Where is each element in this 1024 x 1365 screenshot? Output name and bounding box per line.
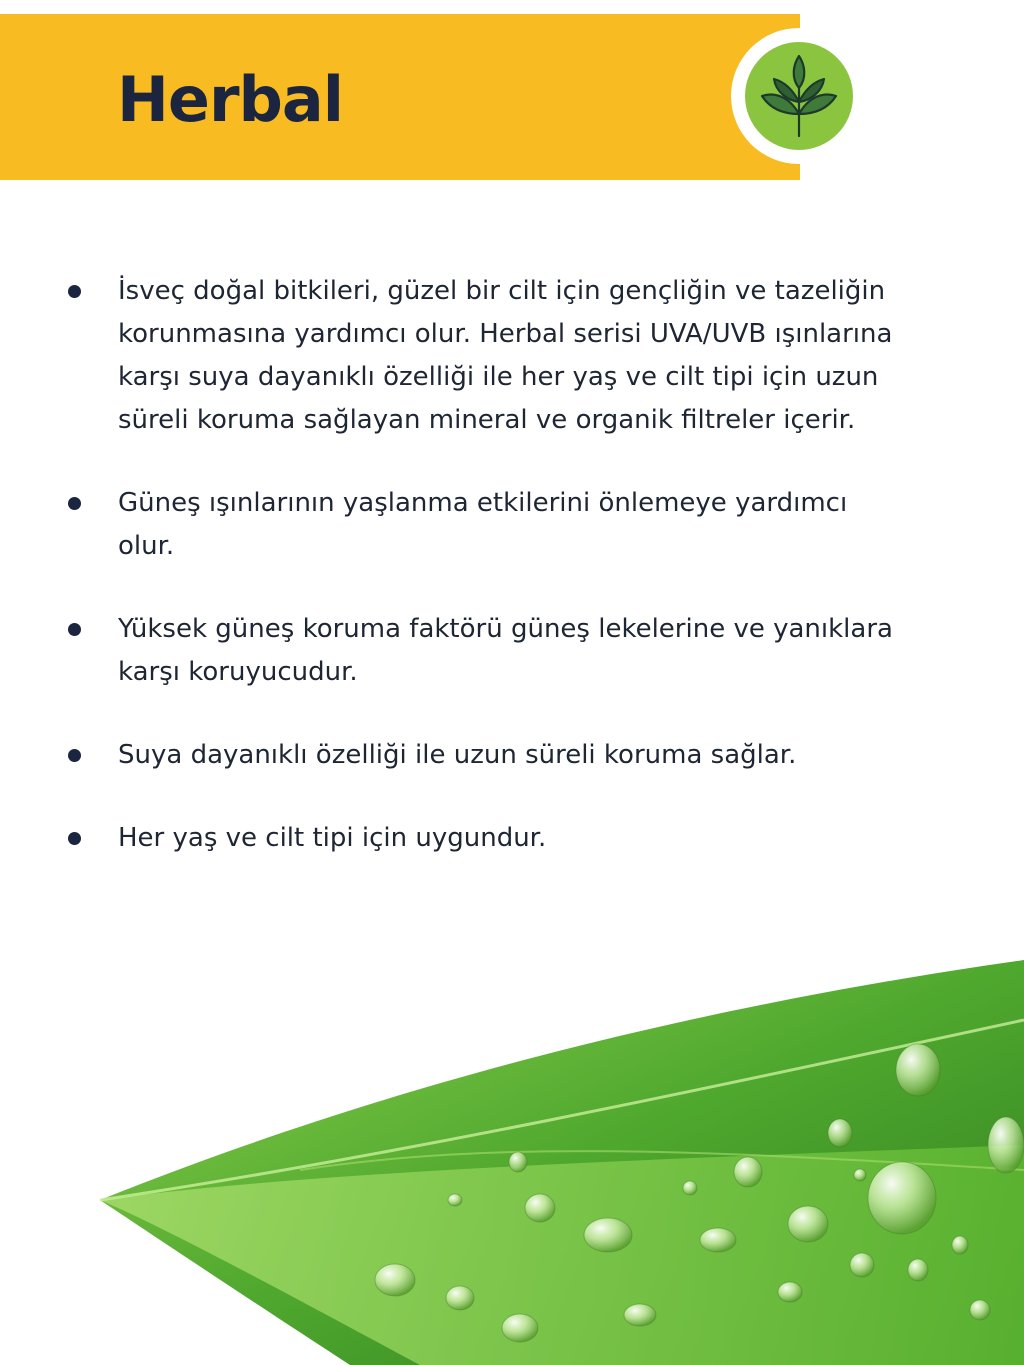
feature-text: İsveç doğal bitkileri, güzel bir cilt için gençliğin ve tazeliğin korunmasına yardımcı olur. Herbal serisi UVA/UVB ışınlarına karşı suya dayanıklı özelliği ile her yaş ve cilt tipi için uzun süreli koruma sağlayan mineral ve organik filtreler içerir. [118, 276, 893, 435]
badge-circle [745, 42, 853, 150]
bullet-dot-icon [68, 285, 81, 298]
feature-item [65, 734, 895, 777]
bullet-dot-icon [68, 497, 81, 510]
feature-text: Güneş ışınlarının yaşlanma etkilerini önlemeye yardımcı olur. [118, 488, 848, 561]
feature-text: Her yaş ve cilt tipi için uygundur. [118, 823, 547, 853]
bullet-dot-icon [68, 832, 81, 845]
feature-text: Yüksek güneş koruma faktörü güneş lekelerine ve yanıklara karşı koruyucudur. [118, 614, 893, 687]
herbal-leaf-icon [759, 54, 839, 138]
page-title: Herbal [117, 63, 343, 136]
feature-item [65, 270, 895, 442]
feature-list [65, 270, 895, 860]
feature-item [65, 482, 895, 568]
bullet-dot-icon [68, 749, 81, 762]
feature-item [65, 608, 895, 694]
leaf-with-water-drops [0, 940, 1024, 1365]
herbal-badge [731, 28, 867, 164]
feature-item [65, 817, 895, 860]
bullet-dot-icon [68, 623, 81, 636]
feature-text: Suya dayanıklı özelliği ile uzun süreli koruma sağlar. [118, 740, 797, 770]
